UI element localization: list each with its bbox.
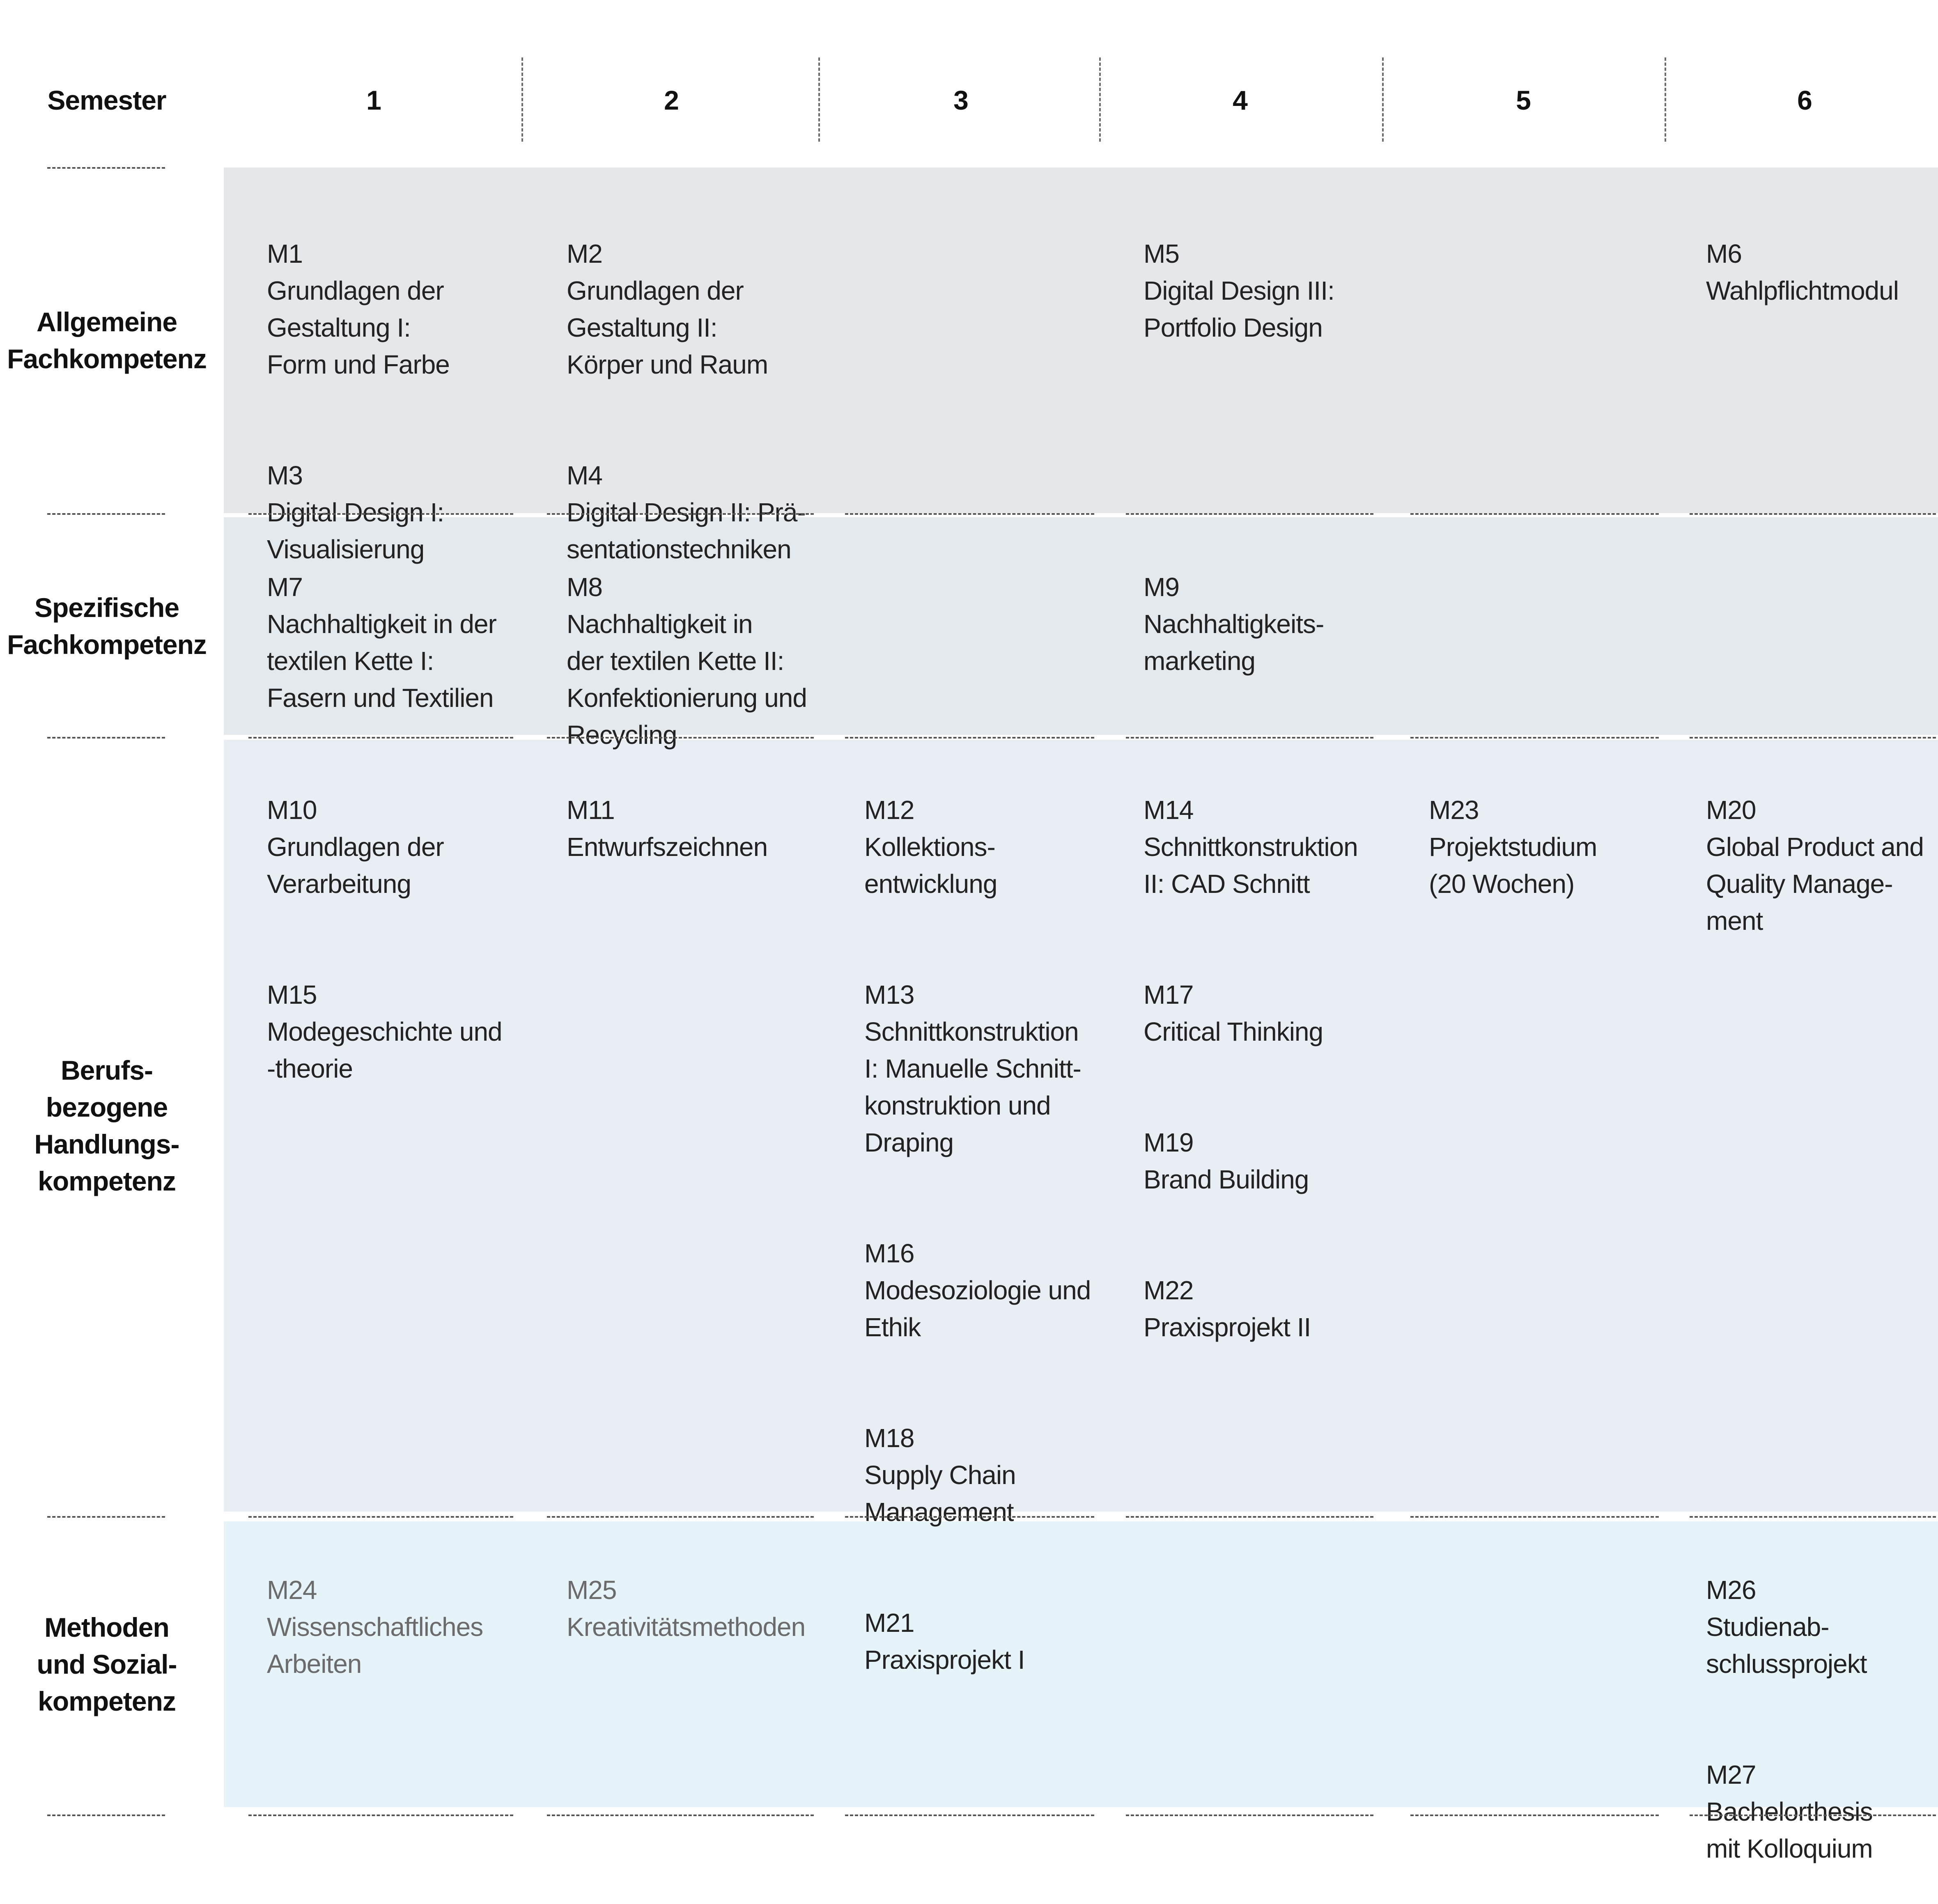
row-label-berufsbezogene: Berufs- bezogene Handlungs- kompetenz: [34, 1055, 179, 1196]
module-title: Entwurfszeichnen: [567, 832, 768, 862]
module-code: M19: [1144, 1128, 1194, 1157]
module-code: M20: [1706, 795, 1756, 825]
module-code: M11: [567, 795, 615, 825]
module-title: Bachelorthesis mit Kolloquium: [1706, 1797, 1873, 1863]
module-code: M4: [567, 461, 602, 490]
header-semester-label: Semester: [47, 85, 166, 115]
module-code: M3: [267, 461, 303, 490]
row-separator: [845, 1516, 1094, 1518]
module-entry: [267, 569, 521, 716]
row-separator: [1690, 737, 1936, 739]
module-code: M1: [267, 239, 303, 268]
module-entry: [267, 976, 521, 1087]
module-code: M10: [267, 795, 317, 825]
semester-header-2: 2: [664, 85, 679, 115]
module-cell: [567, 755, 821, 902]
module-code: M26: [1706, 1575, 1756, 1605]
module-code: M5: [1144, 239, 1179, 268]
row-separator: [547, 1815, 814, 1816]
module-entry: [267, 1571, 521, 1682]
module-entry: [1706, 1756, 1936, 1867]
module-title: Nachhaltigkeit in der textilen Kette II: Konfektionierung und Recycling: [567, 609, 807, 750]
row-label-spezifische: Spezifische Fachkompetenz: [7, 592, 207, 660]
module-title: Critical Thinking: [1144, 1017, 1323, 1046]
module-title: Schnittkonstruktion II: CAD Schnitt: [1144, 832, 1358, 899]
row-separator: [845, 1815, 1094, 1816]
module-code: M17: [1144, 980, 1194, 1009]
module-entry: [267, 791, 521, 902]
module-entry: [1144, 1272, 1390, 1346]
module-code: M9: [1144, 572, 1179, 602]
row-separator: [547, 513, 814, 515]
row-separator: [248, 1516, 513, 1518]
module-title: Praxisprojekt II: [1144, 1312, 1311, 1342]
module-title: Wissenschaftliches Arbeiten: [267, 1612, 483, 1679]
module-entry: [567, 1571, 821, 1645]
module-title: Grundlagen der Gestaltung II: Körper und Raum: [567, 276, 768, 379]
module-entry: [1706, 1571, 1936, 1682]
module-title: Praxisprojekt I: [864, 1645, 1025, 1675]
module-cell: [567, 532, 821, 790]
module-code: M6: [1706, 239, 1742, 268]
module-code: M14: [1144, 795, 1194, 825]
module-entry: [864, 1420, 1111, 1530]
row-separator: [47, 737, 165, 739]
module-cell: [1429, 755, 1675, 939]
module-cell: [1144, 198, 1390, 383]
row-separator: [47, 1815, 165, 1816]
column-separator: [1382, 57, 1384, 142]
module-title: Digital Design III: Portfolio Design: [1144, 276, 1334, 342]
module-cell: [864, 755, 1111, 1715]
row-separator: [1410, 513, 1659, 515]
module-cell: [267, 755, 521, 1124]
module-entry: [864, 1235, 1111, 1346]
module-title: Grundlagen der Verarbeitung: [267, 832, 444, 899]
row-separator: [845, 737, 1094, 739]
row-separator: [1126, 1516, 1373, 1518]
module-code: M22: [1144, 1275, 1194, 1305]
module-code: M12: [864, 795, 914, 825]
column-separator: [1099, 57, 1101, 142]
module-title: Digital Design I: Visualisierung: [267, 498, 444, 564]
module-code: M8: [567, 572, 602, 602]
module-cell: [267, 1535, 521, 1719]
module-code: M7: [267, 572, 303, 602]
module-code: M16: [864, 1239, 914, 1268]
module-cell: [267, 532, 521, 753]
module-code: M18: [864, 1423, 914, 1453]
module-entry: [1429, 791, 1675, 902]
semester-header-3: 3: [953, 85, 968, 115]
module-cell: [1144, 532, 1390, 716]
module-entry: [567, 235, 813, 383]
module-entry: [1144, 569, 1390, 679]
header-separator: [47, 167, 165, 169]
row-separator: [1410, 1516, 1659, 1518]
module-entry: [1706, 235, 1936, 309]
row-separator: [547, 1516, 814, 1518]
row-separator: [248, 1815, 513, 1816]
row-separator: [1690, 1516, 1936, 1518]
module-title: Wahlpflichtmodul: [1706, 276, 1899, 305]
row-label-methoden: Methoden und Sozial- kompetenz: [37, 1612, 177, 1716]
module-title: Kollektions- entwicklung: [864, 832, 997, 899]
module-entry: [864, 791, 1111, 902]
semester-header-1: 1: [366, 85, 381, 115]
row-separator: [1126, 1815, 1373, 1816]
semester-header-6: 6: [1797, 85, 1812, 115]
module-cell: [567, 1535, 821, 1682]
module-title: Schnittkonstruktion I: Manuelle Schnitt- konstruktion und Draping: [864, 1017, 1081, 1157]
module-entry: [1144, 976, 1390, 1050]
module-code: M25: [567, 1575, 617, 1605]
semester-header-4: 4: [1233, 85, 1247, 115]
row-separator: [47, 1516, 165, 1518]
module-code: M13: [864, 980, 914, 1009]
semester-header-5: 5: [1516, 85, 1531, 115]
row-separator: [1126, 513, 1373, 515]
module-entry: [267, 235, 513, 383]
module-cell: [1706, 755, 1936, 976]
row-separator: [1126, 737, 1373, 739]
module-entry: [1706, 791, 1936, 939]
module-code: M21: [864, 1608, 914, 1638]
module-title: Nachhaltigkeits- marketing: [1144, 609, 1324, 676]
module-entry: [864, 976, 1111, 1161]
module-code: M15: [267, 980, 317, 1009]
row-separator: [1410, 1815, 1659, 1816]
row-separator: [1690, 513, 1936, 515]
module-title: Brand Building: [1144, 1165, 1309, 1194]
module-code: M24: [267, 1575, 317, 1605]
module-code: M23: [1429, 795, 1479, 825]
module-title: Modegeschichte und -theorie: [267, 1017, 502, 1083]
module-code: M27: [1706, 1760, 1756, 1789]
module-title: Grundlagen der Gestaltung I: Form und Farbe: [267, 276, 450, 379]
module-cell: [1706, 198, 1936, 346]
row-separator: [1410, 737, 1659, 739]
module-title: Global Product and Quality Manage- ment: [1706, 832, 1924, 936]
module-entry: [1144, 791, 1390, 902]
module-entry: [567, 791, 821, 865]
module-title: Nachhaltigkeit in der textilen Kette I: Fasern und Textilien: [267, 609, 496, 713]
module-entry: [567, 569, 821, 753]
module-entry: [864, 1604, 1111, 1678]
module-title: Supply Chain Management: [864, 1460, 1016, 1527]
row-separator: [47, 513, 165, 515]
column-separator: [521, 57, 523, 142]
row-separator: [248, 737, 513, 739]
row-separator: [547, 737, 814, 739]
row-separator: [845, 513, 1094, 515]
column-separator: [818, 57, 820, 142]
module-code: M2: [567, 239, 602, 268]
module-title: Projektstudium (20 Wochen): [1429, 832, 1597, 899]
module-cell: [1706, 1535, 1936, 1904]
row-separator: [248, 513, 513, 515]
module-cell: [1144, 755, 1390, 1383]
module-title: Digital Design II: Prä- sentationstechniken: [567, 498, 806, 564]
module-title: Studienab- schlussprojekt: [1706, 1612, 1867, 1679]
row-separator: [1690, 1815, 1936, 1816]
column-separator: [1665, 57, 1666, 142]
row-label-allgemeine: Allgemeine Fachkompetenz: [7, 307, 207, 374]
module-entry: [1144, 1124, 1390, 1198]
module-entry: [1144, 235, 1390, 346]
module-title: Modesoziologie und Ethik: [864, 1275, 1091, 1342]
module-title: Kreativitätsmethoden: [567, 1612, 806, 1642]
